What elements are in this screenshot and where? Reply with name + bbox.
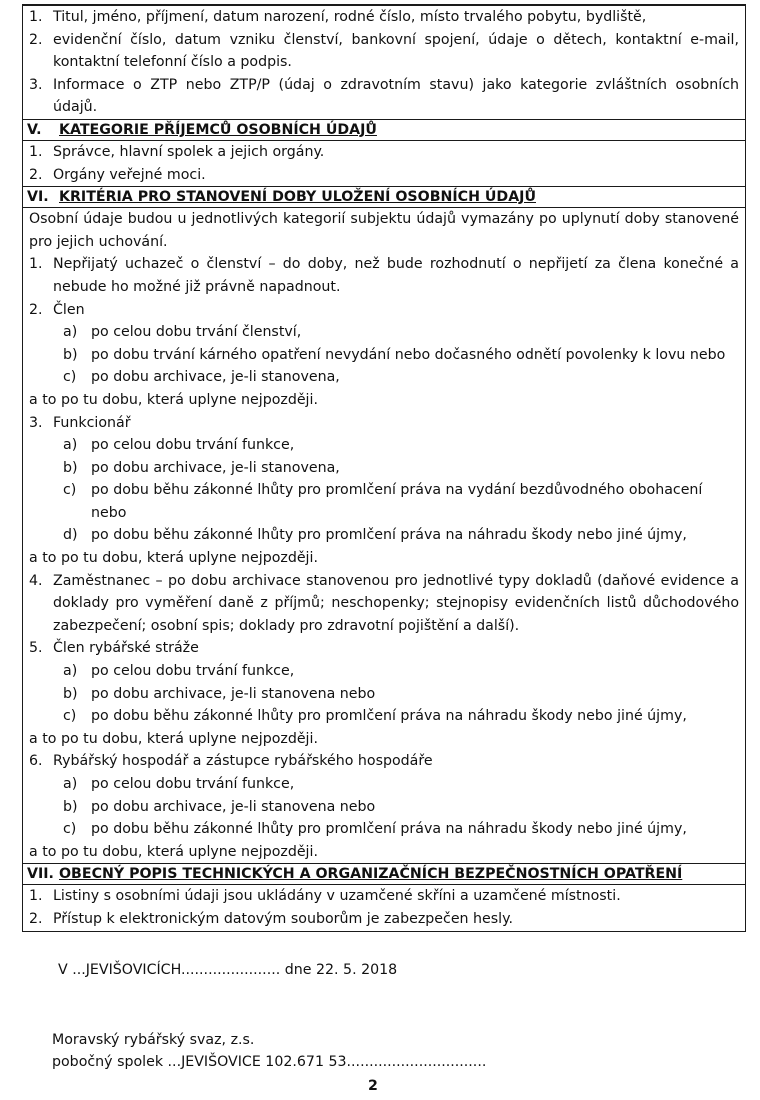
sub-item (23, 366, 745, 389)
item-text: Nepřijatý uchazeč o členství – do doby, než bude rozhodnutí o nepřijetí za člena konečné a nebude ho možné již právně napadnout. (53, 256, 739, 295)
sub-text: po celou dobu trvání funkce, (91, 437, 295, 454)
item-text: Přístup k elektronickým datovým souborům je zabezpečen hesly. (53, 910, 513, 927)
item-text: evidenční číslo, datum vzniku členství, bankovní spojení, údaje o dětech, kontaktní e-mail, kontaktní telefonní číslo a podpis. (53, 31, 739, 71)
section-number: V. (27, 121, 42, 138)
section-v-body (23, 140, 745, 186)
item-number: 5. (29, 640, 43, 657)
section-vii-heading (23, 863, 745, 884)
sub-text: po dobu archivace, je-li stanovena, (91, 369, 340, 386)
sub-text: po dobu archivace, je-li stanovena nebo (91, 685, 376, 702)
sub-letter: a) (63, 663, 78, 680)
section-vii-body (23, 884, 745, 930)
sub-item (23, 321, 745, 344)
list-item (23, 885, 745, 908)
sub-item (23, 479, 745, 524)
sub-letter: a) (63, 324, 78, 341)
item-text: Orgány veřejné moci. (53, 166, 206, 183)
sub-item (23, 660, 745, 683)
sub-text: po dobu archivace, je-li stanovena, (91, 459, 340, 476)
item-tail: a to po tu dobu, která uplyne nejpozději. (29, 843, 318, 860)
list-item (23, 412, 745, 435)
list-item (23, 299, 745, 322)
item-number: 2. (29, 910, 43, 927)
item-text: Titul, jméno, příjmení, datum narození, rodné číslo, místo trvalého pobytu, bydliště, (53, 9, 647, 25)
sub-letter: c) (63, 369, 77, 386)
list-item (23, 637, 745, 660)
item-number: 3. (29, 76, 43, 93)
sub-text: po celou dobu trvání funkce, (91, 663, 295, 680)
sub-item (23, 773, 745, 796)
item-number: 2. (29, 301, 43, 318)
branch-line: pobočný spolek ...JEVIŠOVICE 102.671 53............................... (52, 1054, 487, 1070)
sub-letter: b) (63, 798, 78, 815)
page-number: 2 (368, 1078, 378, 1094)
item-number: 1. (29, 143, 43, 160)
list-item (23, 29, 745, 74)
sub-text: po dobu běhu zákonné lhůty pro promlčení práva na náhradu škody nebo jiné újmy, (91, 821, 687, 838)
item-number: 2. (29, 31, 43, 48)
item-number: 4. (29, 572, 43, 589)
item-text: Rybářský hospodář a zástupce rybářského hospodáře (53, 753, 433, 770)
sub-item (23, 705, 745, 728)
section-title: KRITÉRIA PRO STANOVENÍ DOBY ULOŽENÍ OSOBNÍCH ÚDAJŮ (59, 189, 536, 206)
item-text: Funkcionář (53, 414, 131, 431)
sub-item (23, 818, 745, 841)
sub-text: po dobu trvání kárného opatření nevydání nebo dočasného odnětí povolenky k lovu nebo (91, 346, 726, 363)
sub-item (23, 434, 745, 457)
item-text: Informace o ZTP nebo ZTP/P (údaj o zdravotním stavu) jako kategorie zvláštních osobních údajů. (53, 76, 739, 116)
item-text: Zaměstnanec – po dobu archivace stanovenou pro jednotlivé typy dokladů (daňové evidence a doklady pro vyměření daně z příjmů; neschopenky; stejnopisy evidenčních listů důchodového zabezpečení; osobní spis; doklady pro zdravotní pojištění a další). (53, 572, 739, 634)
item-number: 2. (29, 166, 43, 183)
section-number: VII. (27, 866, 54, 883)
item-number: 1. (29, 256, 43, 273)
section-vi-heading (23, 186, 745, 207)
data-table (22, 4, 746, 932)
item-text: Správce, hlavní spolek a jejich orgány. (53, 143, 325, 160)
list-item (23, 570, 745, 638)
sub-letter: a) (63, 437, 78, 454)
section-number: VI. (27, 189, 49, 206)
sub-letter: c) (63, 482, 77, 499)
sub-letter: b) (63, 685, 78, 702)
item-tail: a to po tu dobu, která uplyne nejpozději. (29, 391, 318, 408)
list-item (23, 164, 745, 187)
section-vi-body (23, 207, 745, 863)
organization-name: Moravský rybářský svaz, z.s. (52, 1032, 255, 1048)
list-item (23, 908, 745, 931)
sub-text: po dobu archivace, je-li stanovena nebo (91, 798, 376, 815)
personal-data-list (23, 5, 745, 119)
sub-letter: b) (63, 459, 78, 476)
list-item (23, 253, 745, 298)
sub-text: po dobu běhu zákonné lhůty pro promlčení práva na náhradu škody nebo jiné újmy, (91, 708, 687, 725)
sub-letter: a) (63, 776, 78, 792)
section-title: KATEGORIE PŘÍJEMCŮ OSOBNÍCH ÚDAJŮ (59, 121, 377, 138)
item-text: Listiny s osobními údaji jsou ukládány v uzamčené skříni a uzamčené místnosti. (53, 888, 621, 905)
item-number: 3. (29, 414, 43, 431)
list-item (23, 74, 745, 119)
sub-item (23, 344, 745, 367)
sub-item (23, 683, 745, 706)
item-tail: a to po tu dobu, která uplyne nejpozději. (29, 730, 318, 747)
sub-letter: b) (63, 346, 78, 363)
item-text: Člen (53, 301, 85, 318)
list-item (23, 141, 745, 164)
item-number: 1. (29, 888, 43, 905)
sub-text: po dobu běhu zákonné lhůty pro promlčení práva na náhradu škody nebo jiné újmy, (91, 527, 687, 544)
place-date-line: V ...JEVIŠOVICÍCH...................... dne 22. 5. 2018 (58, 962, 398, 978)
item-text: Člen rybářské stráže (53, 640, 199, 657)
sub-letter: c) (63, 708, 77, 725)
list-item (23, 750, 745, 773)
section-title: OBECNÝ POPIS TECHNICKÝCH A ORGANIZAČNÍCH BEZPEČNOSTNÍCH OPATŘENÍ (59, 866, 683, 883)
section-v-heading (23, 119, 745, 140)
sub-item (23, 457, 745, 480)
sub-text: po celou dobu trvání funkce, (91, 776, 295, 792)
document-page (22, 4, 744, 932)
sub-text: po dobu běhu zákonné lhůty pro promlčení práva na vydání bezdůvodného obohacení nebo (91, 482, 703, 521)
sub-letter: d) (63, 527, 78, 544)
sub-item (23, 524, 745, 547)
section-intro: Osobní údaje budou u jednotlivých kategorií subjektu údajů vymazány po uplynutí doby stanovené pro jejich uchování. (29, 211, 739, 250)
sub-text: po celou dobu trvání členství, (91, 324, 302, 341)
sub-letter: c) (63, 821, 77, 838)
sub-item (23, 796, 745, 819)
list-item (23, 6, 745, 29)
item-number: 1. (29, 9, 43, 25)
item-number: 6. (29, 753, 43, 770)
item-tail: a to po tu dobu, která uplyne nejpozději. (29, 550, 318, 567)
